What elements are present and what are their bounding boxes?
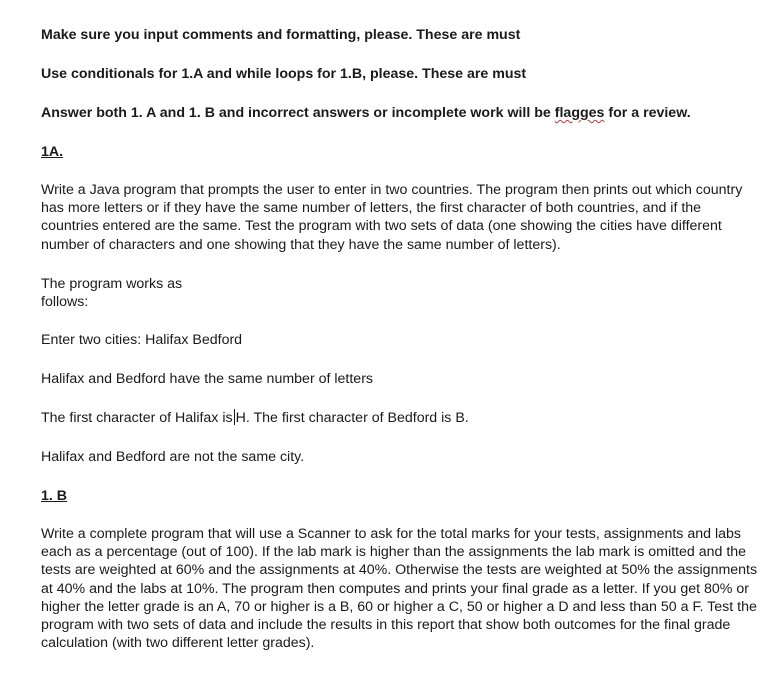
section-1b-heading: 1. B (41, 488, 68, 504)
instruction-answer-both-tail: for a review. (604, 105, 691, 121)
instruction-answer-both-text: Answer both 1. A and 1. B and incorrect answers or incomplete work will be (41, 105, 555, 121)
instruction-answer-both (41, 104, 691, 122)
sample-not-same-city: Halifax and Bedford are not the same city. (41, 449, 305, 465)
sample-first-character-part1: The first character of Halifax is (41, 410, 233, 426)
misspelled-word[interactable]: flagges (554, 105, 605, 121)
section-1b-description: Write a complete program that will use a Scanner to ask for the total marks for your tests, assignments and labs each as a percentage (out of 100). If the lab mark is higher than the assignments the lab mark is omitted and the tests are weighted at 60% and the assignments at 40%. Otherwise the tests are weighted at 50% the assignments at 40% and the labs at 10%. The program then computes and prints your final grade as a letter. If you get 80% or higher the letter grade is an A, 70 or higher is a B, 60 or higher a C, 50 or higher a D and less than 50 a F. Test the program with two sets of data and include the results in this report that show both outcomes for the final grade calculation (with two different letter grades). (41, 526, 758, 652)
instruction-conditionals-loops: Use conditionals for 1.A and while loops for 1.B, please. These are must (41, 66, 527, 82)
section-1a-description: Write a Java program that prompts the user to enter in two countries. The program then prints out which country has more letters or if they have the same number of letters, the first character of both countries, and if the countries entered are the same. Test the program with two sets of data (one showing the cities have different number of characters and one showing that they have the same number of letters). (41, 182, 743, 253)
sample-prompt: Enter two cities: Halifax Bedford (41, 332, 243, 348)
works-as-line2: follows: (41, 294, 89, 310)
sample-first-character-part2: H. The first character of Bedford is B. (235, 410, 469, 426)
instruction-comments-formatting: Make sure you input comments and formatting, please. These are must (41, 27, 521, 43)
sample-same-letters: Halifax and Bedford have the same number of letters (41, 371, 374, 387)
section-1a-heading: 1A. (41, 144, 64, 160)
sample-first-character (41, 409, 469, 427)
works-as-line1: The program works as (41, 276, 183, 292)
text-cursor[interactable] (234, 409, 235, 425)
